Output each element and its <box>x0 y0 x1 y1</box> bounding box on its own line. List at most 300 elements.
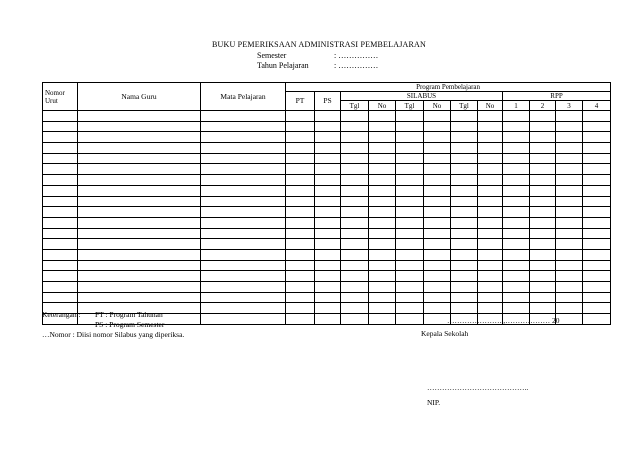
table-cell <box>315 207 341 218</box>
table-cell <box>478 143 503 154</box>
table-cell <box>583 303 611 314</box>
table-cell <box>583 314 611 325</box>
table-cell <box>530 292 556 303</box>
table-cell <box>78 111 201 122</box>
table-cell <box>43 196 78 207</box>
table-cell <box>341 303 369 314</box>
table-cell <box>424 228 451 239</box>
table-cell <box>341 282 369 293</box>
table-cell <box>583 121 611 132</box>
table-cell <box>530 239 556 250</box>
table-cell <box>286 153 315 164</box>
table-row <box>43 207 611 218</box>
table-cell <box>530 132 556 143</box>
table-row <box>43 175 611 186</box>
table-cell <box>201 196 286 207</box>
table-cell <box>315 260 341 271</box>
table-cell <box>424 217 451 228</box>
table-cell <box>478 303 503 314</box>
table-cell <box>478 260 503 271</box>
table-cell <box>341 121 369 132</box>
table-cell <box>315 185 341 196</box>
table-cell <box>478 207 503 218</box>
table-cell <box>451 292 478 303</box>
table-cell <box>315 153 341 164</box>
table-cell <box>286 239 315 250</box>
table-cell <box>556 260 583 271</box>
table-cell <box>424 196 451 207</box>
table-cell <box>503 143 530 154</box>
table-cell <box>286 228 315 239</box>
table-cell <box>201 164 286 175</box>
tahun-line <box>257 61 378 70</box>
table-cell <box>451 228 478 239</box>
table-cell <box>43 111 78 122</box>
table-cell <box>341 260 369 271</box>
header-nama-guru: Nama Guru <box>78 83 201 111</box>
header-no: No <box>478 101 503 111</box>
table-cell <box>530 143 556 154</box>
table-row <box>43 132 611 143</box>
table-cell <box>556 271 583 282</box>
table-cell <box>451 303 478 314</box>
table-cell <box>530 228 556 239</box>
table-cell <box>286 314 315 325</box>
table-cell <box>583 217 611 228</box>
table-cell <box>286 271 315 282</box>
table-cell <box>583 282 611 293</box>
table-cell <box>478 217 503 228</box>
table-cell <box>43 121 78 132</box>
table-cell <box>583 132 611 143</box>
table-cell <box>43 260 78 271</box>
table-cell <box>315 239 341 250</box>
table-cell <box>369 282 396 293</box>
table-cell <box>424 303 451 314</box>
table-cell <box>286 175 315 186</box>
table-cell <box>315 132 341 143</box>
table-cell <box>396 303 424 314</box>
table-cell <box>78 260 201 271</box>
table-cell <box>201 314 286 325</box>
table-cell <box>530 153 556 164</box>
table-cell <box>451 196 478 207</box>
table-cell <box>396 196 424 207</box>
table-cell <box>556 249 583 260</box>
header-no: No <box>424 101 451 111</box>
table-cell <box>503 228 530 239</box>
table-cell <box>286 111 315 122</box>
header-rpp-2: 2 <box>530 101 556 111</box>
table-cell <box>556 164 583 175</box>
table-row <box>43 185 611 196</box>
table-cell <box>396 228 424 239</box>
table-cell <box>478 132 503 143</box>
table-row <box>43 121 611 132</box>
table-cell <box>451 111 478 122</box>
table-cell <box>341 185 369 196</box>
table-cell <box>369 314 396 325</box>
table-cell <box>530 217 556 228</box>
table-cell <box>286 292 315 303</box>
table-cell <box>451 249 478 260</box>
table-cell <box>556 207 583 218</box>
table-cell <box>556 185 583 196</box>
table-cell <box>530 175 556 186</box>
table-cell <box>286 121 315 132</box>
table-cell <box>556 111 583 122</box>
table-cell <box>556 217 583 228</box>
table-cell <box>478 121 503 132</box>
keterangan-ps: PS : Program Semester <box>95 320 165 329</box>
table-cell <box>556 153 583 164</box>
table-cell <box>451 217 478 228</box>
table-cell <box>530 185 556 196</box>
table-cell <box>503 111 530 122</box>
table-cell <box>396 292 424 303</box>
table-cell <box>78 207 201 218</box>
table-cell <box>396 249 424 260</box>
table-cell <box>478 228 503 239</box>
table-cell <box>201 249 286 260</box>
table-cell <box>478 196 503 207</box>
table-cell <box>396 271 424 282</box>
table-cell <box>341 153 369 164</box>
table-cell <box>396 153 424 164</box>
table-cell <box>503 121 530 132</box>
nip-label: NIP. <box>427 398 441 407</box>
table-cell <box>503 196 530 207</box>
table-cell <box>451 260 478 271</box>
table-row <box>43 196 611 207</box>
table-cell <box>341 175 369 186</box>
table-cell <box>341 249 369 260</box>
table-cell <box>43 153 78 164</box>
table-cell <box>396 121 424 132</box>
table-cell <box>78 271 201 282</box>
table-cell <box>369 292 396 303</box>
table-cell <box>286 217 315 228</box>
administrasi-table <box>42 82 611 325</box>
table-body <box>43 111 611 325</box>
table-cell <box>315 303 341 314</box>
table-cell <box>556 196 583 207</box>
table-cell <box>530 196 556 207</box>
table-cell <box>341 271 369 282</box>
table-cell <box>43 185 78 196</box>
table-row <box>43 111 611 122</box>
table-cell <box>78 282 201 293</box>
table-cell <box>530 207 556 218</box>
table-cell <box>78 132 201 143</box>
table-cell <box>583 185 611 196</box>
table-cell <box>369 303 396 314</box>
table-cell <box>286 303 315 314</box>
table-cell <box>369 164 396 175</box>
table-cell <box>478 111 503 122</box>
table-cell <box>201 239 286 250</box>
header-ps: PS <box>315 92 341 111</box>
table-cell <box>201 153 286 164</box>
table-cell <box>43 239 78 250</box>
table-cell <box>369 228 396 239</box>
table-cell <box>78 164 201 175</box>
table-cell <box>369 153 396 164</box>
table-cell <box>478 239 503 250</box>
table-cell <box>43 292 78 303</box>
table-cell <box>424 239 451 250</box>
table-row <box>43 249 611 260</box>
table-cell <box>530 111 556 122</box>
table-cell <box>78 121 201 132</box>
table-row <box>43 164 611 175</box>
table-cell <box>341 217 369 228</box>
signature-line: ………………………………….. <box>427 383 529 392</box>
table-cell <box>286 260 315 271</box>
table-row <box>43 271 611 282</box>
table-cell <box>424 143 451 154</box>
table-cell <box>424 153 451 164</box>
table-cell <box>341 196 369 207</box>
table-cell <box>315 164 341 175</box>
table-cell <box>396 314 424 325</box>
table-cell <box>315 228 341 239</box>
table-cell <box>396 282 424 293</box>
table-cell <box>530 164 556 175</box>
header-tgl: Tgl <box>341 101 369 111</box>
table-cell <box>556 143 583 154</box>
table-cell <box>424 185 451 196</box>
table-cell <box>451 132 478 143</box>
table-cell <box>424 111 451 122</box>
table-cell <box>478 185 503 196</box>
tahun-label: Tahun Pelajaran <box>257 61 309 70</box>
table-cell <box>341 143 369 154</box>
table-cell <box>396 260 424 271</box>
table-cell <box>503 185 530 196</box>
table-row <box>43 239 611 250</box>
table-cell <box>451 282 478 293</box>
table-cell <box>530 121 556 132</box>
table-cell <box>478 292 503 303</box>
table-cell <box>503 271 530 282</box>
table-cell <box>369 196 396 207</box>
table-cell <box>369 175 396 186</box>
table-cell <box>503 132 530 143</box>
table-cell <box>424 207 451 218</box>
table-cell <box>396 239 424 250</box>
table-cell <box>43 228 78 239</box>
table-cell <box>530 260 556 271</box>
table-cell <box>530 282 556 293</box>
table-cell <box>451 185 478 196</box>
tahun-value: : …………… <box>334 61 379 70</box>
table-cell <box>503 175 530 186</box>
table-cell <box>583 164 611 175</box>
table-cell <box>43 271 78 282</box>
table-cell <box>341 314 369 325</box>
table-cell <box>43 282 78 293</box>
table-cell <box>396 132 424 143</box>
table-row <box>43 282 611 293</box>
table-cell <box>451 164 478 175</box>
table-cell <box>78 249 201 260</box>
table-row <box>43 217 611 228</box>
table-cell <box>78 143 201 154</box>
table-cell <box>201 143 286 154</box>
table-cell <box>583 292 611 303</box>
semester-label: Semester <box>257 51 287 60</box>
table-cell <box>369 249 396 260</box>
table-cell <box>424 121 451 132</box>
table-cell <box>286 164 315 175</box>
table-cell <box>424 271 451 282</box>
table-cell <box>78 239 201 250</box>
table-cell <box>43 132 78 143</box>
table-cell <box>556 292 583 303</box>
table-cell <box>43 207 78 218</box>
table-cell <box>424 292 451 303</box>
table-cell <box>451 239 478 250</box>
table-cell <box>201 292 286 303</box>
table-cell <box>424 164 451 175</box>
table-cell <box>201 217 286 228</box>
table-cell <box>556 121 583 132</box>
table-cell <box>451 271 478 282</box>
table-cell <box>556 175 583 186</box>
table-cell <box>396 143 424 154</box>
table-cell <box>556 282 583 293</box>
table-cell <box>315 175 341 186</box>
table-cell <box>583 249 611 260</box>
table-cell <box>556 228 583 239</box>
table-cell <box>78 228 201 239</box>
table-cell <box>478 164 503 175</box>
table-cell <box>315 217 341 228</box>
table-cell <box>583 196 611 207</box>
table-cell <box>424 249 451 260</box>
table-cell <box>556 132 583 143</box>
header-pt: PT <box>286 92 315 111</box>
table-cell <box>503 217 530 228</box>
table-cell <box>451 175 478 186</box>
table-cell <box>201 271 286 282</box>
table-cell <box>201 260 286 271</box>
table-cell <box>369 260 396 271</box>
table-cell <box>478 153 503 164</box>
table-cell <box>341 239 369 250</box>
table-cell <box>286 196 315 207</box>
table-cell <box>583 175 611 186</box>
header-silabus: SILABUS <box>341 92 503 101</box>
table-cell <box>201 282 286 293</box>
header-nomor <box>43 83 78 111</box>
table-cell <box>201 121 286 132</box>
table-cell <box>503 303 530 314</box>
table-cell <box>478 271 503 282</box>
table-cell <box>451 143 478 154</box>
table-row <box>43 153 611 164</box>
table-cell <box>503 207 530 218</box>
table-cell <box>43 143 78 154</box>
semester-line <box>257 51 378 60</box>
table-cell <box>341 164 369 175</box>
table-cell <box>286 143 315 154</box>
table-cell <box>396 185 424 196</box>
keterangan-pt: PT : Program Tahunan <box>95 310 163 319</box>
table-cell <box>43 249 78 260</box>
table-cell <box>583 207 611 218</box>
semester-value: : …………… <box>334 51 379 60</box>
keterangan-label: Keterangan : <box>42 310 81 319</box>
table-cell <box>583 239 611 250</box>
table-cell <box>78 217 201 228</box>
header-rpp: RPP <box>503 92 611 101</box>
table-cell <box>286 132 315 143</box>
table-cell <box>315 292 341 303</box>
header-nomor-line2: Urut <box>45 96 58 105</box>
kepala-sekolah-label: Kepala Sekolah <box>421 329 469 338</box>
table-row <box>43 260 611 271</box>
table-cell <box>451 121 478 132</box>
table-cell <box>369 207 396 218</box>
table-cell <box>315 249 341 260</box>
table-cell <box>503 164 530 175</box>
table-cell <box>78 153 201 164</box>
header-no: No <box>369 101 396 111</box>
table-cell <box>369 132 396 143</box>
table-cell <box>341 111 369 122</box>
table-cell <box>530 271 556 282</box>
table-cell <box>369 121 396 132</box>
table-cell <box>503 282 530 293</box>
table-cell <box>286 282 315 293</box>
table-cell <box>43 175 78 186</box>
table-cell <box>286 185 315 196</box>
table-cell <box>396 175 424 186</box>
nomor-note: …Nomor : Diisi nomor Silabus yang diperiksa. <box>42 330 185 339</box>
table-cell <box>369 239 396 250</box>
header-tgl: Tgl <box>451 101 478 111</box>
table-cell <box>396 111 424 122</box>
table-cell <box>556 303 583 314</box>
table-cell <box>315 196 341 207</box>
table-cell <box>201 228 286 239</box>
table-cell <box>286 207 315 218</box>
table-cell <box>451 153 478 164</box>
table-cell <box>78 185 201 196</box>
table-cell <box>478 282 503 293</box>
table-cell <box>341 228 369 239</box>
table-cell <box>503 153 530 164</box>
table-cell <box>396 207 424 218</box>
table-cell <box>583 271 611 282</box>
table-cell <box>341 292 369 303</box>
table-cell <box>369 271 396 282</box>
table-cell <box>201 132 286 143</box>
table-cell <box>583 111 611 122</box>
header-program-pembelajaran: Program Pembelajaran <box>286 83 611 92</box>
table-cell <box>530 249 556 260</box>
table-cell <box>315 282 341 293</box>
table-cell <box>424 260 451 271</box>
table-cell <box>396 164 424 175</box>
table-cell <box>78 175 201 186</box>
table-cell <box>424 132 451 143</box>
table-cell <box>503 260 530 271</box>
table-cell <box>503 249 530 260</box>
header-mata-pelajaran: Mata Pelajaran <box>201 83 286 111</box>
